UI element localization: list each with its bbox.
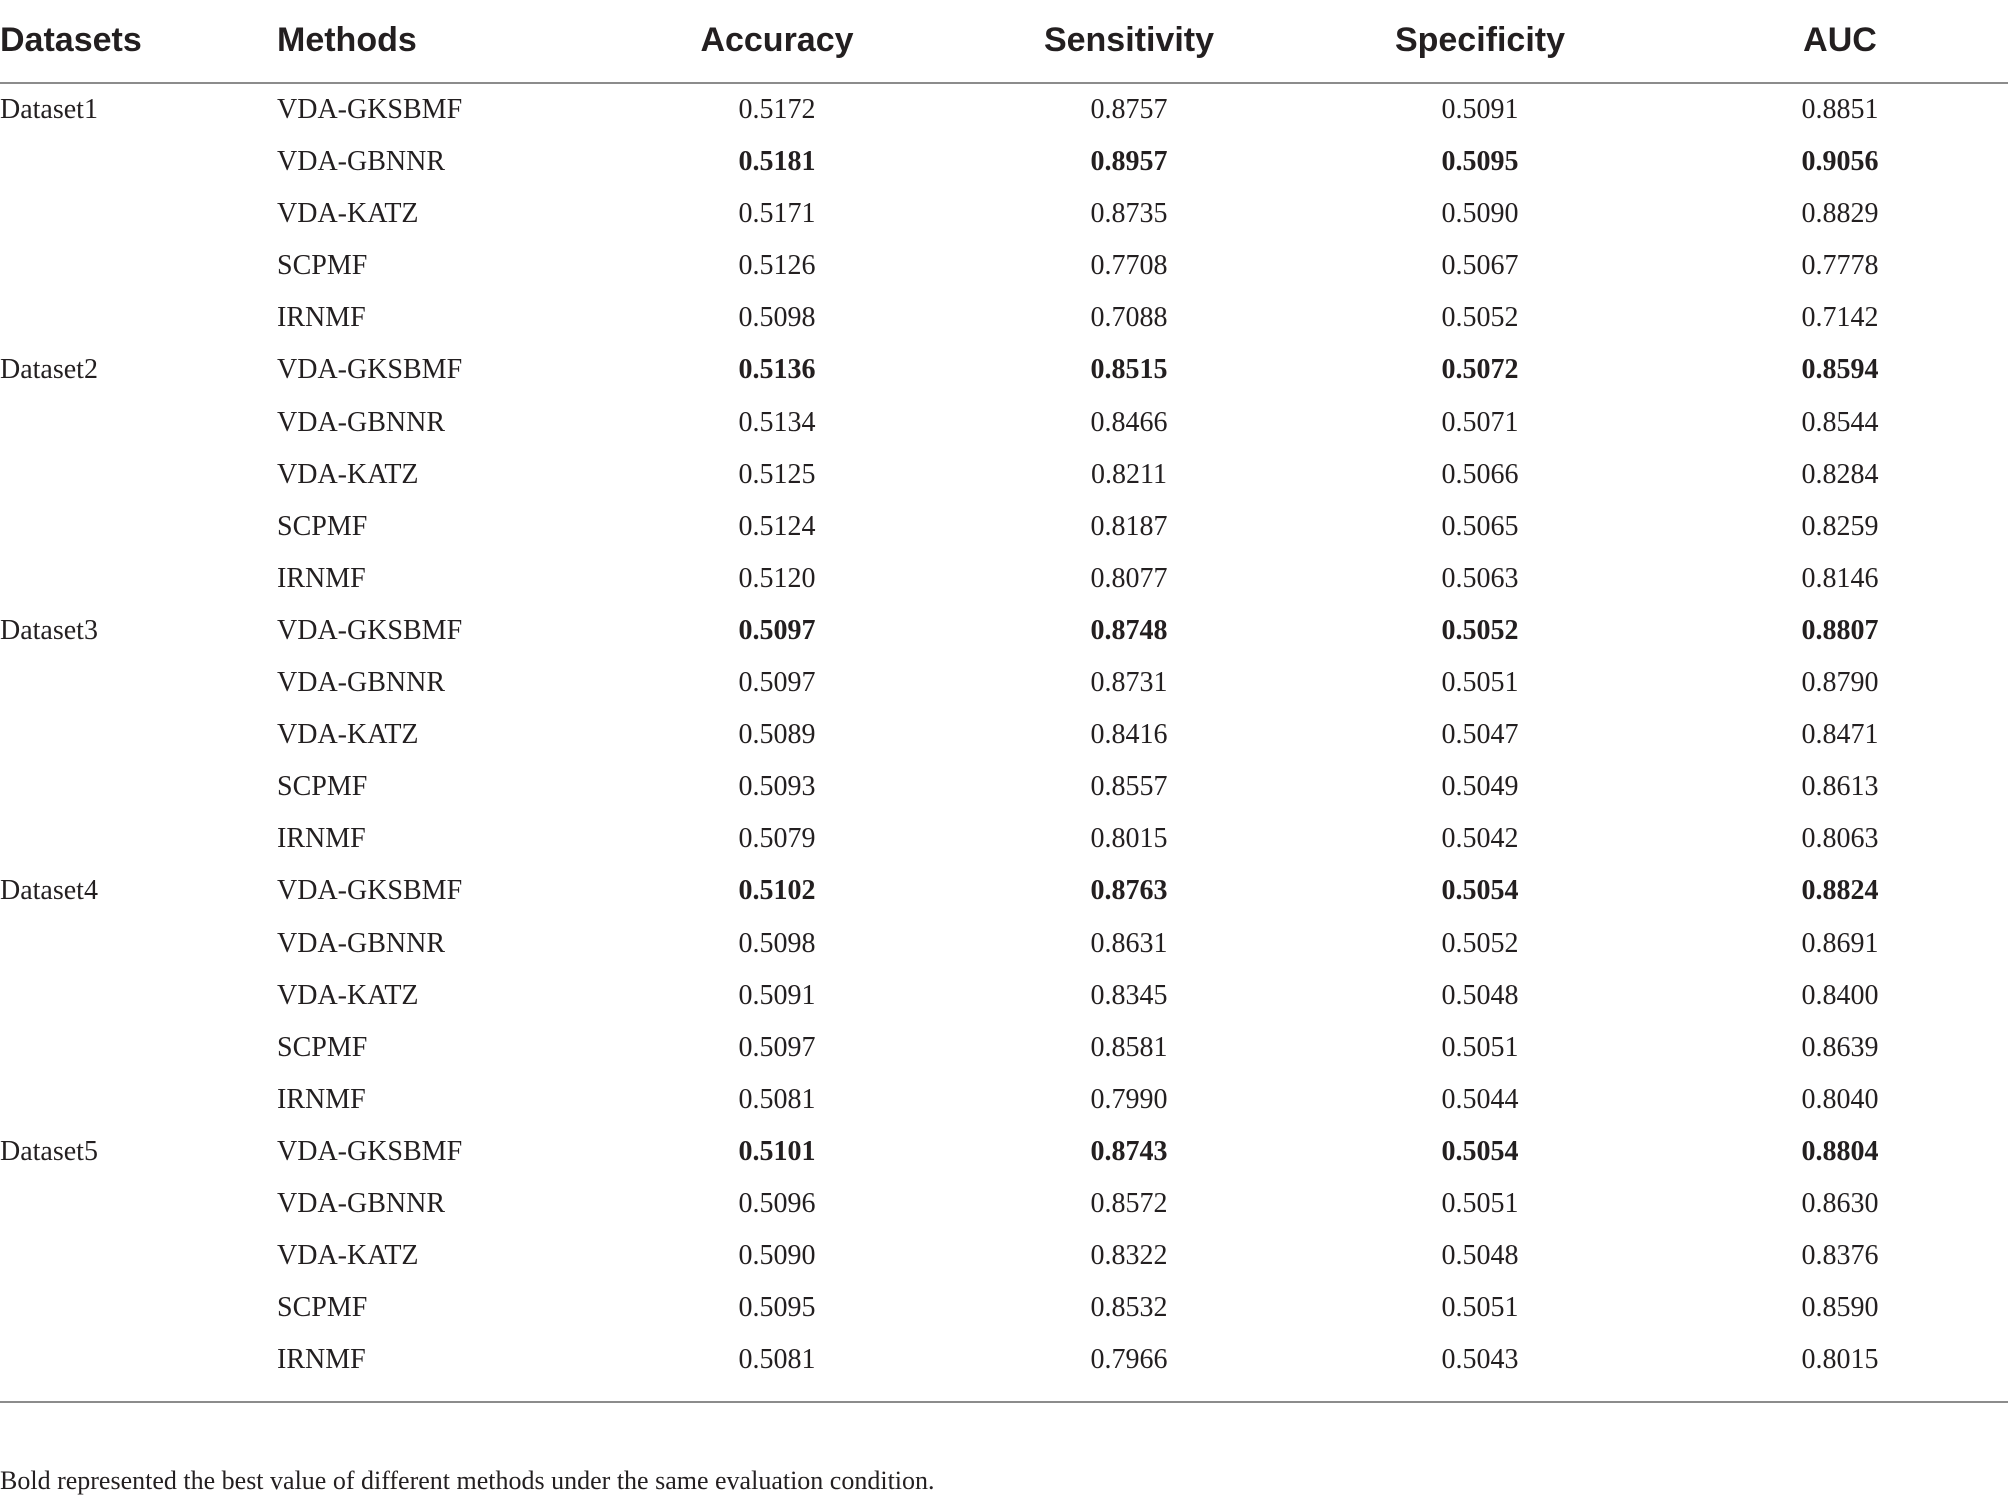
table-row bbox=[0, 761, 2008, 813]
cell-auc: 0.8040 bbox=[1801, 1083, 1879, 1115]
cell-method: VDA-GBNNR bbox=[277, 927, 445, 959]
cell-auc: 0.8829 bbox=[1801, 198, 1879, 230]
cell-accuracy: 0.5126 bbox=[738, 250, 816, 282]
cell-sensitivity: 0.7708 bbox=[1090, 250, 1168, 282]
cell-sensitivity: 0.8748 bbox=[1090, 614, 1168, 646]
table-row bbox=[0, 709, 2008, 761]
cell-accuracy: 0.5171 bbox=[738, 198, 816, 230]
cell-specificity: 0.5051 bbox=[1441, 1031, 1519, 1063]
cell-method: IRNMF bbox=[277, 1344, 366, 1376]
cell-accuracy: 0.5093 bbox=[738, 771, 816, 803]
cell-accuracy: 0.5125 bbox=[738, 458, 816, 490]
cell-accuracy: 0.5091 bbox=[738, 979, 816, 1011]
cell-specificity: 0.5090 bbox=[1441, 198, 1519, 230]
table-footnote: Bold represented the best value of different methods under the same evaluation condition. bbox=[0, 1466, 935, 1495]
cell-specificity: 0.5066 bbox=[1441, 458, 1519, 490]
cell-method: VDA-GKSBMF bbox=[277, 875, 463, 907]
cell-method: VDA-KATZ bbox=[277, 458, 419, 490]
cell-specificity: 0.5052 bbox=[1441, 927, 1519, 959]
table-body bbox=[0, 84, 2008, 1386]
cell-method: SCPMF bbox=[277, 1292, 368, 1324]
cell-method: SCPMF bbox=[277, 1031, 368, 1063]
cell-accuracy: 0.5120 bbox=[738, 562, 816, 594]
cell-auc: 0.8471 bbox=[1801, 719, 1879, 751]
cell-method: VDA-GBNNR bbox=[277, 1187, 445, 1219]
cell-accuracy: 0.5095 bbox=[738, 1292, 816, 1324]
table-row bbox=[0, 1334, 2008, 1386]
header-auc: AUC bbox=[1803, 21, 1877, 59]
cell-specificity: 0.5065 bbox=[1441, 510, 1519, 542]
cell-method: VDA-GKSBMF bbox=[277, 614, 463, 646]
cell-sensitivity: 0.7966 bbox=[1090, 1344, 1168, 1376]
header-sensitivity: Sensitivity bbox=[1043, 21, 1215, 59]
cell-dataset: Dataset5 bbox=[0, 1135, 98, 1167]
cell-sensitivity: 0.8515 bbox=[1090, 354, 1168, 386]
cell-auc: 0.8376 bbox=[1801, 1240, 1879, 1272]
cell-auc: 0.8804 bbox=[1801, 1135, 1879, 1167]
cell-method: VDA-GKSBMF bbox=[277, 1135, 463, 1167]
cell-specificity: 0.5052 bbox=[1441, 302, 1519, 334]
table-row bbox=[0, 1282, 2008, 1334]
cell-accuracy: 0.5081 bbox=[738, 1344, 816, 1376]
cell-dataset: Dataset3 bbox=[0, 614, 98, 646]
table-row bbox=[0, 1178, 2008, 1230]
cell-sensitivity: 0.7990 bbox=[1090, 1083, 1168, 1115]
cell-auc: 0.8807 bbox=[1801, 614, 1879, 646]
cell-accuracy: 0.5172 bbox=[738, 94, 816, 125]
cell-method: VDA-KATZ bbox=[277, 979, 419, 1011]
cell-accuracy: 0.5134 bbox=[738, 406, 816, 438]
cell-sensitivity: 0.8763 bbox=[1090, 875, 1168, 907]
cell-specificity: 0.5054 bbox=[1441, 875, 1519, 907]
table-row bbox=[0, 1074, 2008, 1126]
cell-method: IRNMF bbox=[277, 823, 366, 855]
cell-dataset: Dataset2 bbox=[0, 354, 98, 386]
cell-method: VDA-GBNNR bbox=[277, 146, 445, 178]
cell-sensitivity: 0.8557 bbox=[1090, 771, 1168, 803]
cell-method: VDA-GBNNR bbox=[277, 667, 445, 699]
cell-specificity: 0.5044 bbox=[1441, 1083, 1519, 1115]
table-row bbox=[0, 136, 2008, 188]
cell-accuracy: 0.5124 bbox=[738, 510, 816, 542]
cell-auc: 0.8790 bbox=[1801, 667, 1879, 699]
cell-specificity: 0.5048 bbox=[1441, 979, 1519, 1011]
table-row bbox=[0, 188, 2008, 240]
cell-method: VDA-KATZ bbox=[277, 1240, 419, 1272]
cell-specificity: 0.5063 bbox=[1441, 562, 1519, 594]
cell-specificity: 0.5054 bbox=[1441, 1135, 1519, 1167]
cell-auc: 0.8544 bbox=[1801, 406, 1879, 438]
cell-method: IRNMF bbox=[277, 302, 366, 334]
cell-specificity: 0.5072 bbox=[1441, 354, 1519, 386]
cell-sensitivity: 0.8322 bbox=[1090, 1240, 1168, 1272]
header-accuracy: Accuracy bbox=[700, 21, 854, 59]
table-row bbox=[0, 970, 2008, 1022]
cell-sensitivity: 0.8532 bbox=[1090, 1292, 1168, 1324]
cell-auc: 0.8146 bbox=[1801, 562, 1879, 594]
table-row bbox=[0, 1022, 2008, 1074]
cell-specificity: 0.5043 bbox=[1441, 1344, 1519, 1376]
cell-auc: 0.8015 bbox=[1801, 1344, 1879, 1376]
cell-specificity: 0.5051 bbox=[1441, 1292, 1519, 1324]
cell-auc: 0.8284 bbox=[1801, 458, 1879, 490]
table-row bbox=[0, 657, 2008, 709]
table-row bbox=[0, 865, 2008, 917]
cell-sensitivity: 0.8957 bbox=[1090, 146, 1168, 178]
cell-method: VDA-GBNNR bbox=[277, 406, 445, 438]
cell-accuracy: 0.5136 bbox=[738, 354, 816, 386]
cell-specificity: 0.5052 bbox=[1441, 614, 1519, 646]
cell-sensitivity: 0.8731 bbox=[1090, 667, 1168, 699]
cell-sensitivity: 0.8187 bbox=[1090, 510, 1168, 542]
cell-specificity: 0.5067 bbox=[1441, 250, 1519, 282]
cell-auc: 0.8824 bbox=[1801, 875, 1879, 907]
table-row bbox=[0, 240, 2008, 292]
header-specificity: Specificity bbox=[1394, 21, 1566, 59]
cell-sensitivity: 0.8416 bbox=[1090, 719, 1168, 751]
table-row bbox=[0, 1126, 2008, 1178]
cell-sensitivity: 0.8466 bbox=[1090, 406, 1168, 438]
table-header-row bbox=[0, 0, 2008, 84]
cell-specificity: 0.5051 bbox=[1441, 667, 1519, 699]
cell-method: VDA-GKSBMF bbox=[277, 94, 463, 125]
cell-auc: 0.8630 bbox=[1801, 1187, 1879, 1219]
cell-method: IRNMF bbox=[277, 562, 366, 594]
table-bottom-rule bbox=[0, 1401, 2008, 1403]
cell-specificity: 0.5047 bbox=[1441, 719, 1519, 751]
cell-accuracy: 0.5096 bbox=[738, 1187, 816, 1219]
cell-specificity: 0.5095 bbox=[1441, 146, 1519, 178]
cell-specificity: 0.5048 bbox=[1441, 1240, 1519, 1272]
cell-sensitivity: 0.8735 bbox=[1090, 198, 1168, 230]
cell-sensitivity: 0.8077 bbox=[1090, 562, 1168, 594]
cell-sensitivity: 0.8757 bbox=[1090, 94, 1168, 125]
cell-sensitivity: 0.8572 bbox=[1090, 1187, 1168, 1219]
cell-auc: 0.8691 bbox=[1801, 927, 1879, 959]
table-row bbox=[0, 449, 2008, 501]
table-row bbox=[0, 292, 2008, 344]
cell-accuracy: 0.5089 bbox=[738, 719, 816, 751]
cell-sensitivity: 0.8581 bbox=[1090, 1031, 1168, 1063]
cell-specificity: 0.5042 bbox=[1441, 823, 1519, 855]
header-datasets: Datasets bbox=[0, 21, 142, 59]
table-row bbox=[0, 344, 2008, 396]
cell-auc: 0.8613 bbox=[1801, 771, 1879, 803]
cell-accuracy: 0.5098 bbox=[738, 927, 816, 959]
table-row bbox=[0, 84, 2008, 136]
cell-auc: 0.8063 bbox=[1801, 823, 1879, 855]
cell-sensitivity: 0.8015 bbox=[1090, 823, 1168, 855]
cell-auc: 0.8259 bbox=[1801, 510, 1879, 542]
cell-auc: 0.7778 bbox=[1801, 250, 1879, 282]
cell-sensitivity: 0.8211 bbox=[1091, 458, 1167, 490]
cell-accuracy: 0.5097 bbox=[738, 1031, 816, 1063]
cell-sensitivity: 0.8631 bbox=[1090, 927, 1168, 959]
cell-method: VDA-GKSBMF bbox=[277, 354, 463, 386]
cell-auc: 0.8851 bbox=[1801, 94, 1879, 125]
cell-specificity: 0.5091 bbox=[1441, 94, 1519, 125]
table-row bbox=[0, 1230, 2008, 1282]
cell-method: SCPMF bbox=[277, 510, 368, 542]
cell-specificity: 0.5071 bbox=[1441, 406, 1519, 438]
cell-specificity: 0.5051 bbox=[1441, 1187, 1519, 1219]
table-row bbox=[0, 501, 2008, 553]
cell-auc: 0.8594 bbox=[1801, 354, 1879, 386]
cell-accuracy: 0.5081 bbox=[738, 1083, 816, 1115]
cell-accuracy: 0.5181 bbox=[738, 146, 816, 178]
table-row bbox=[0, 813, 2008, 865]
cell-method: VDA-KATZ bbox=[277, 198, 419, 230]
cell-accuracy: 0.5097 bbox=[738, 667, 816, 699]
cell-dataset: Dataset1 bbox=[0, 94, 98, 125]
cell-accuracy: 0.5079 bbox=[738, 823, 816, 855]
cell-accuracy: 0.5101 bbox=[738, 1135, 816, 1167]
cell-auc: 0.8590 bbox=[1801, 1292, 1879, 1324]
cell-method: IRNMF bbox=[277, 1083, 366, 1115]
table-row bbox=[0, 605, 2008, 657]
cell-method: SCPMF bbox=[277, 250, 368, 282]
cell-auc: 0.7142 bbox=[1801, 302, 1879, 334]
cell-dataset: Dataset4 bbox=[0, 875, 98, 907]
table-row bbox=[0, 553, 2008, 605]
cell-method: SCPMF bbox=[277, 771, 368, 803]
header-methods: Methods bbox=[277, 21, 417, 59]
cell-method: VDA-KATZ bbox=[277, 719, 419, 751]
cell-accuracy: 0.5097 bbox=[738, 614, 816, 646]
cell-accuracy: 0.5098 bbox=[738, 302, 816, 334]
cell-accuracy: 0.5090 bbox=[738, 1240, 816, 1272]
table-row bbox=[0, 397, 2008, 449]
cell-sensitivity: 0.8743 bbox=[1090, 1135, 1168, 1167]
cell-sensitivity: 0.8345 bbox=[1090, 979, 1168, 1011]
cell-auc: 0.8639 bbox=[1801, 1031, 1879, 1063]
cell-sensitivity: 0.7088 bbox=[1090, 302, 1168, 334]
cell-accuracy: 0.5102 bbox=[738, 875, 816, 907]
cell-auc: 0.9056 bbox=[1801, 146, 1879, 178]
cell-auc: 0.8400 bbox=[1801, 979, 1879, 1011]
cell-specificity: 0.5049 bbox=[1441, 771, 1519, 803]
table-row bbox=[0, 918, 2008, 970]
